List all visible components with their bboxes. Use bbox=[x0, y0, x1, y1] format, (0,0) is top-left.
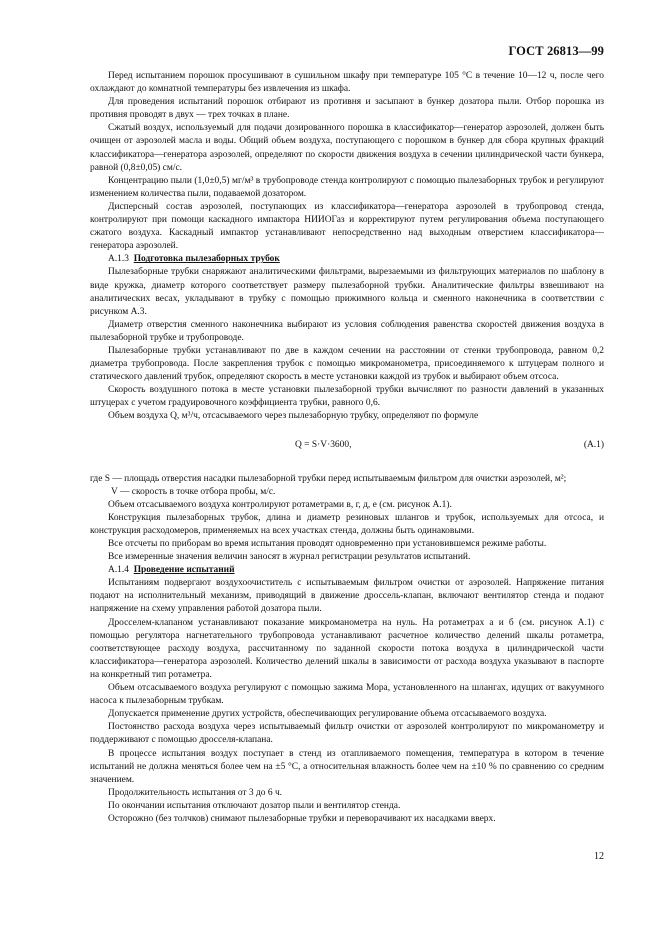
paragraph: Дисперсный состав аэрозолей, поступающих из классификатора—генератора аэрозолей в трубопровод стенда, контролируют при помощи каскадного импактора НИИОГаз и корректируют путем регулирования объема поступающего сжатого воздуха. Каскадный импактор устанавливают непосредственно над выходным отверстием классификатора—генератора аэрозолей. bbox=[90, 201, 604, 252]
paragraph: Пылезаборные трубки снаряжают аналитическими фильтрами, вырезаемыми из фильтрующих материалов по шаблону в виде кружка, диаметр которого соответствует размеру пылезаборной трубки. Аналитические фильтры взвешивают на аналитических весах, укладывают в трубку с помощью прижимного кольца и сменного наконечника в соответствии с рисунком А.3. bbox=[90, 267, 604, 317]
section-number: А.1.3 bbox=[108, 254, 129, 265]
definition-s: где S — площадь отверстия насадки пылезаборной трубки перед испытываемым фильтром для очистки аэрозолей, м²; bbox=[90, 473, 567, 484]
paragraph: Продолжительность испытания от 3 до 6 ч. bbox=[108, 787, 283, 798]
paragraph: Допускается применение других устройств, обеспечивающих регулирование объема отсасываемого воздуха. bbox=[108, 709, 547, 720]
paragraph: Все измеренные значения величин заносят в журнал регистрации результатов испытаний. bbox=[108, 552, 471, 563]
section-title: Проведение испытаний bbox=[133, 565, 235, 576]
paragraph: В процессе испытания воздух поступает в стенд из отапливаемого помещения, температура в котором в течение испытаний не должна меняться более чем на ±5 °С, а относительная влажность более чем на ±10 % по сравнению со средним значением. bbox=[90, 748, 604, 785]
paragraph: Все отсчеты по приборам во время испытания проводят одновременно при установившемся режиме работы. bbox=[108, 539, 547, 549]
paragraph: Объем отсасываемого воздуха регулируют с помощью зажима Мора, установленного на шлангах, идущих от вакуумного насоса к пылезаборным трубкам. bbox=[90, 683, 604, 707]
section-heading bbox=[90, 253, 604, 266]
document-body bbox=[90, 70, 604, 826]
paragraph: Объем отсасываемого воздуха контролируют ротаметрами в, г, д, е (см. рисунок А.1). bbox=[108, 499, 452, 510]
paragraph: Конструкция пылезаборных трубок, длина и диаметр резиновых шлангов и трубок, используемых для отсоса, и конструкция расходомеров, применяемых на всех участках стенда, должны быть одинаковыми. bbox=[90, 512, 604, 536]
section-title: Подготовка пылезаборных трубок bbox=[133, 254, 280, 265]
definition-v: V — скорость в точке отбора пробы, м/с. bbox=[111, 486, 276, 497]
formula-expression: Q = S·V·3600, bbox=[295, 439, 352, 450]
formula-number: (А.1) bbox=[583, 439, 604, 450]
paragraph: Дросселем-клапаном устанавливают показание микроманометра на нуль. На ротаметрах а и б (см. рисунок А.1) с помощью регулятора нагнетательного трубопровода устанавливают расчетное количество делений шкалы ротаметра, соответствующее расходу воздуха, рассчитанному по заданной скорости потока воздуха в цилиндрической части классификатора—генератора аэрозолей. Количество делений шкалы в зависимости от расхода воздуха указывают в паспорте на конкретный тип ротаметра. bbox=[90, 617, 604, 680]
standard-header: ГОСТ 26813—99 bbox=[508, 44, 604, 58]
paragraph: Сжатый воздух, используемый для подачи дозированного порошка в классификатор—генератор аэрозолей, должен быть очищен от аэрозолей масла и воды. Общий объем воздуха, поступающего с порошком в бункер для сбора крупных фракций классификатора—генератора аэрозолей, определяют по скорости движения воздуха в сечении цилиндрической части бункера, равной (0,8±0,05) см/с. bbox=[90, 123, 604, 173]
paragraph: Для проведения испытаний порошок отбирают из противня и засыпают в бункер дозатора пыли. Отбор порошка из противня проводят в двух — трех точках в плане. bbox=[90, 97, 604, 121]
section-heading bbox=[90, 564, 604, 577]
paragraph: Концентрацию пыли (1,0±0,5) мг/м³ в трубопроводе стенда контролируют с помощью пылезаборных трубок и регулируют изменением количества пыли, подаваемой дозатором. bbox=[90, 175, 604, 199]
paragraph: Пылезаборные трубки устанавливают по две в каждом сечении на расстоянии от стенки трубопровода, равном 0,2 диаметра трубопровода. После закрепления трубок с помощью микроманометра, присоединяемого к штуцерам полного и статического давлений трубок, определяют скорость в месте установки каждой из трубок и выбирают объем отсоса. bbox=[90, 345, 604, 383]
page-number: 12 bbox=[594, 851, 604, 862]
paragraph: Осторожно (без толчков) снимают пылезаборные трубки и переворачивают их насадками вверх. bbox=[108, 813, 496, 824]
paragraph: Испытаниям подвергают воздухоочиститель с испытываемым фильтром очистки от аэрозолей. Напряжение питания подают на исполнительный механизм, приводящий в движение дроссель-клапан, включают вентилятор стенда и подают напряжение на схему управления работой дозатора пыли. bbox=[90, 578, 604, 615]
paragraph: Перед испытанием порошок просушивают в сушильном шкафу при температуре 105 °С в течение 10—12 ч, после чего охлаждают до комнатной температуры без извлечения из шкафа. bbox=[90, 71, 604, 95]
formula-block bbox=[90, 431, 604, 463]
paragraph: Диаметр отверстия сменного наконечника выбирают из условия соблюдения равенства скоростей движения воздуха в пылезаборной трубке и трубопроводе. bbox=[90, 319, 604, 343]
section-number: А.1.4 bbox=[108, 565, 129, 576]
paragraph: По окончании испытания отключают дозатор пыли и вентилятор стенда. bbox=[108, 800, 401, 811]
paragraph: Объем воздуха Q, м³/ч, отсасываемого через пылезаборную трубку, определяют по формуле bbox=[108, 411, 479, 422]
paragraph: Скорость воздушного потока в месте установки пылезаборной трубки вычисляют по разности давлений в указанных штуцерах с учетом градуировочного коэффициента трубки, равного 0,6. bbox=[90, 385, 604, 409]
paragraph: Постоянство расхода воздуха через испытываемый фильтр очистки от аэрозолей контролируют по микроманометру и поддерживают с помощью дросселя-клапана. bbox=[90, 722, 604, 746]
